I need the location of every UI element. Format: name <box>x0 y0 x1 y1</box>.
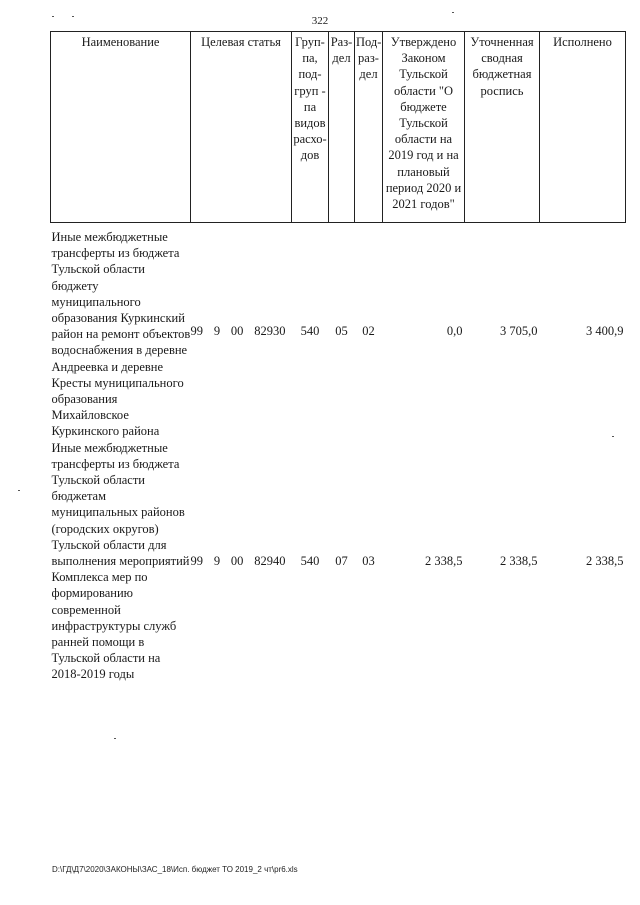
row-refined: 3 705,0 <box>500 324 538 339</box>
table-row <box>51 223 626 440</box>
header-subsection: Под-раз-дел <box>355 32 383 223</box>
scan-speck <box>114 738 116 739</box>
row-subsection: 02 <box>362 324 375 339</box>
scan-speck <box>452 12 454 13</box>
scan-speck <box>72 16 74 17</box>
target-article-part: 9 <box>213 554 221 569</box>
target-article-part: 82930 <box>254 324 286 339</box>
row-name: Иные межбюджетные трансферты из бюджета Тульской области бюджету муниципального образования Куркинский район на ремонт объектов водоснабжения в деревне Андреевка и деревне Кресты муниципального образования Михайловское Куркинского района <box>51 230 191 439</box>
row-approved: 2 338,5 <box>425 554 463 569</box>
row-approved: 0,0 <box>446 324 463 339</box>
row-subsection: 03 <box>362 554 375 569</box>
header-name: Наименование <box>51 32 191 223</box>
target-article-part: 00 <box>230 324 244 339</box>
target-article-part: 00 <box>230 554 244 569</box>
header-approved: Утверждено Законом Тульской области "О бюджете Тульской области на 2019 год и на плановый период 2020 и 2021 годов" <box>383 32 465 223</box>
row-executed: 2 338,5 <box>586 554 624 569</box>
target-article-part: 9 <box>213 324 221 339</box>
row-expense-group: 540 <box>300 324 320 339</box>
header-expense-group: Груп-па, под-груп - па видов расхо-дов <box>292 32 329 223</box>
row-expense-group: 540 <box>300 554 320 569</box>
row-executed: 3 400,9 <box>586 324 624 339</box>
scan-speck <box>52 16 54 17</box>
row-section: 05 <box>335 324 348 339</box>
target-article-part: 99 <box>190 324 203 339</box>
row-name: Иные межбюджетные трансферты из бюджета Тульской области бюджетам муниципальных районов (городских округов) Тульской области для выполнения мероприятий Комплекса мер по формированию современной инфраструктуры служб ранней помощи в Тульской области на 2018-2019 годы <box>51 440 190 682</box>
header-executed: Исполнено <box>540 32 626 223</box>
target-article-part: 82940 <box>254 554 286 569</box>
row-target-article <box>191 440 292 683</box>
target-article-part: 99 <box>190 554 203 569</box>
header-refined: Уточненная сводная бюджетная роспись <box>465 32 540 223</box>
page-number: 322 <box>311 15 329 27</box>
row-target-article <box>191 223 292 440</box>
row-refined: 2 338,5 <box>500 554 538 569</box>
row-section: 07 <box>335 554 348 569</box>
header-section: Раз-дел <box>329 32 355 223</box>
budget-execution-table <box>50 31 626 683</box>
table-row <box>51 440 626 683</box>
table-header-row <box>51 32 626 223</box>
file-path-footer: D:\ГД\Д7\2020\ЗАКОНЫ\ЗАС_18\Исп. бюджет ТО 2019_2 чт\pr6.xls <box>52 865 298 874</box>
scan-speck <box>18 490 20 491</box>
scan-speck <box>612 436 614 437</box>
header-target-article: Целевая статья <box>191 32 292 223</box>
